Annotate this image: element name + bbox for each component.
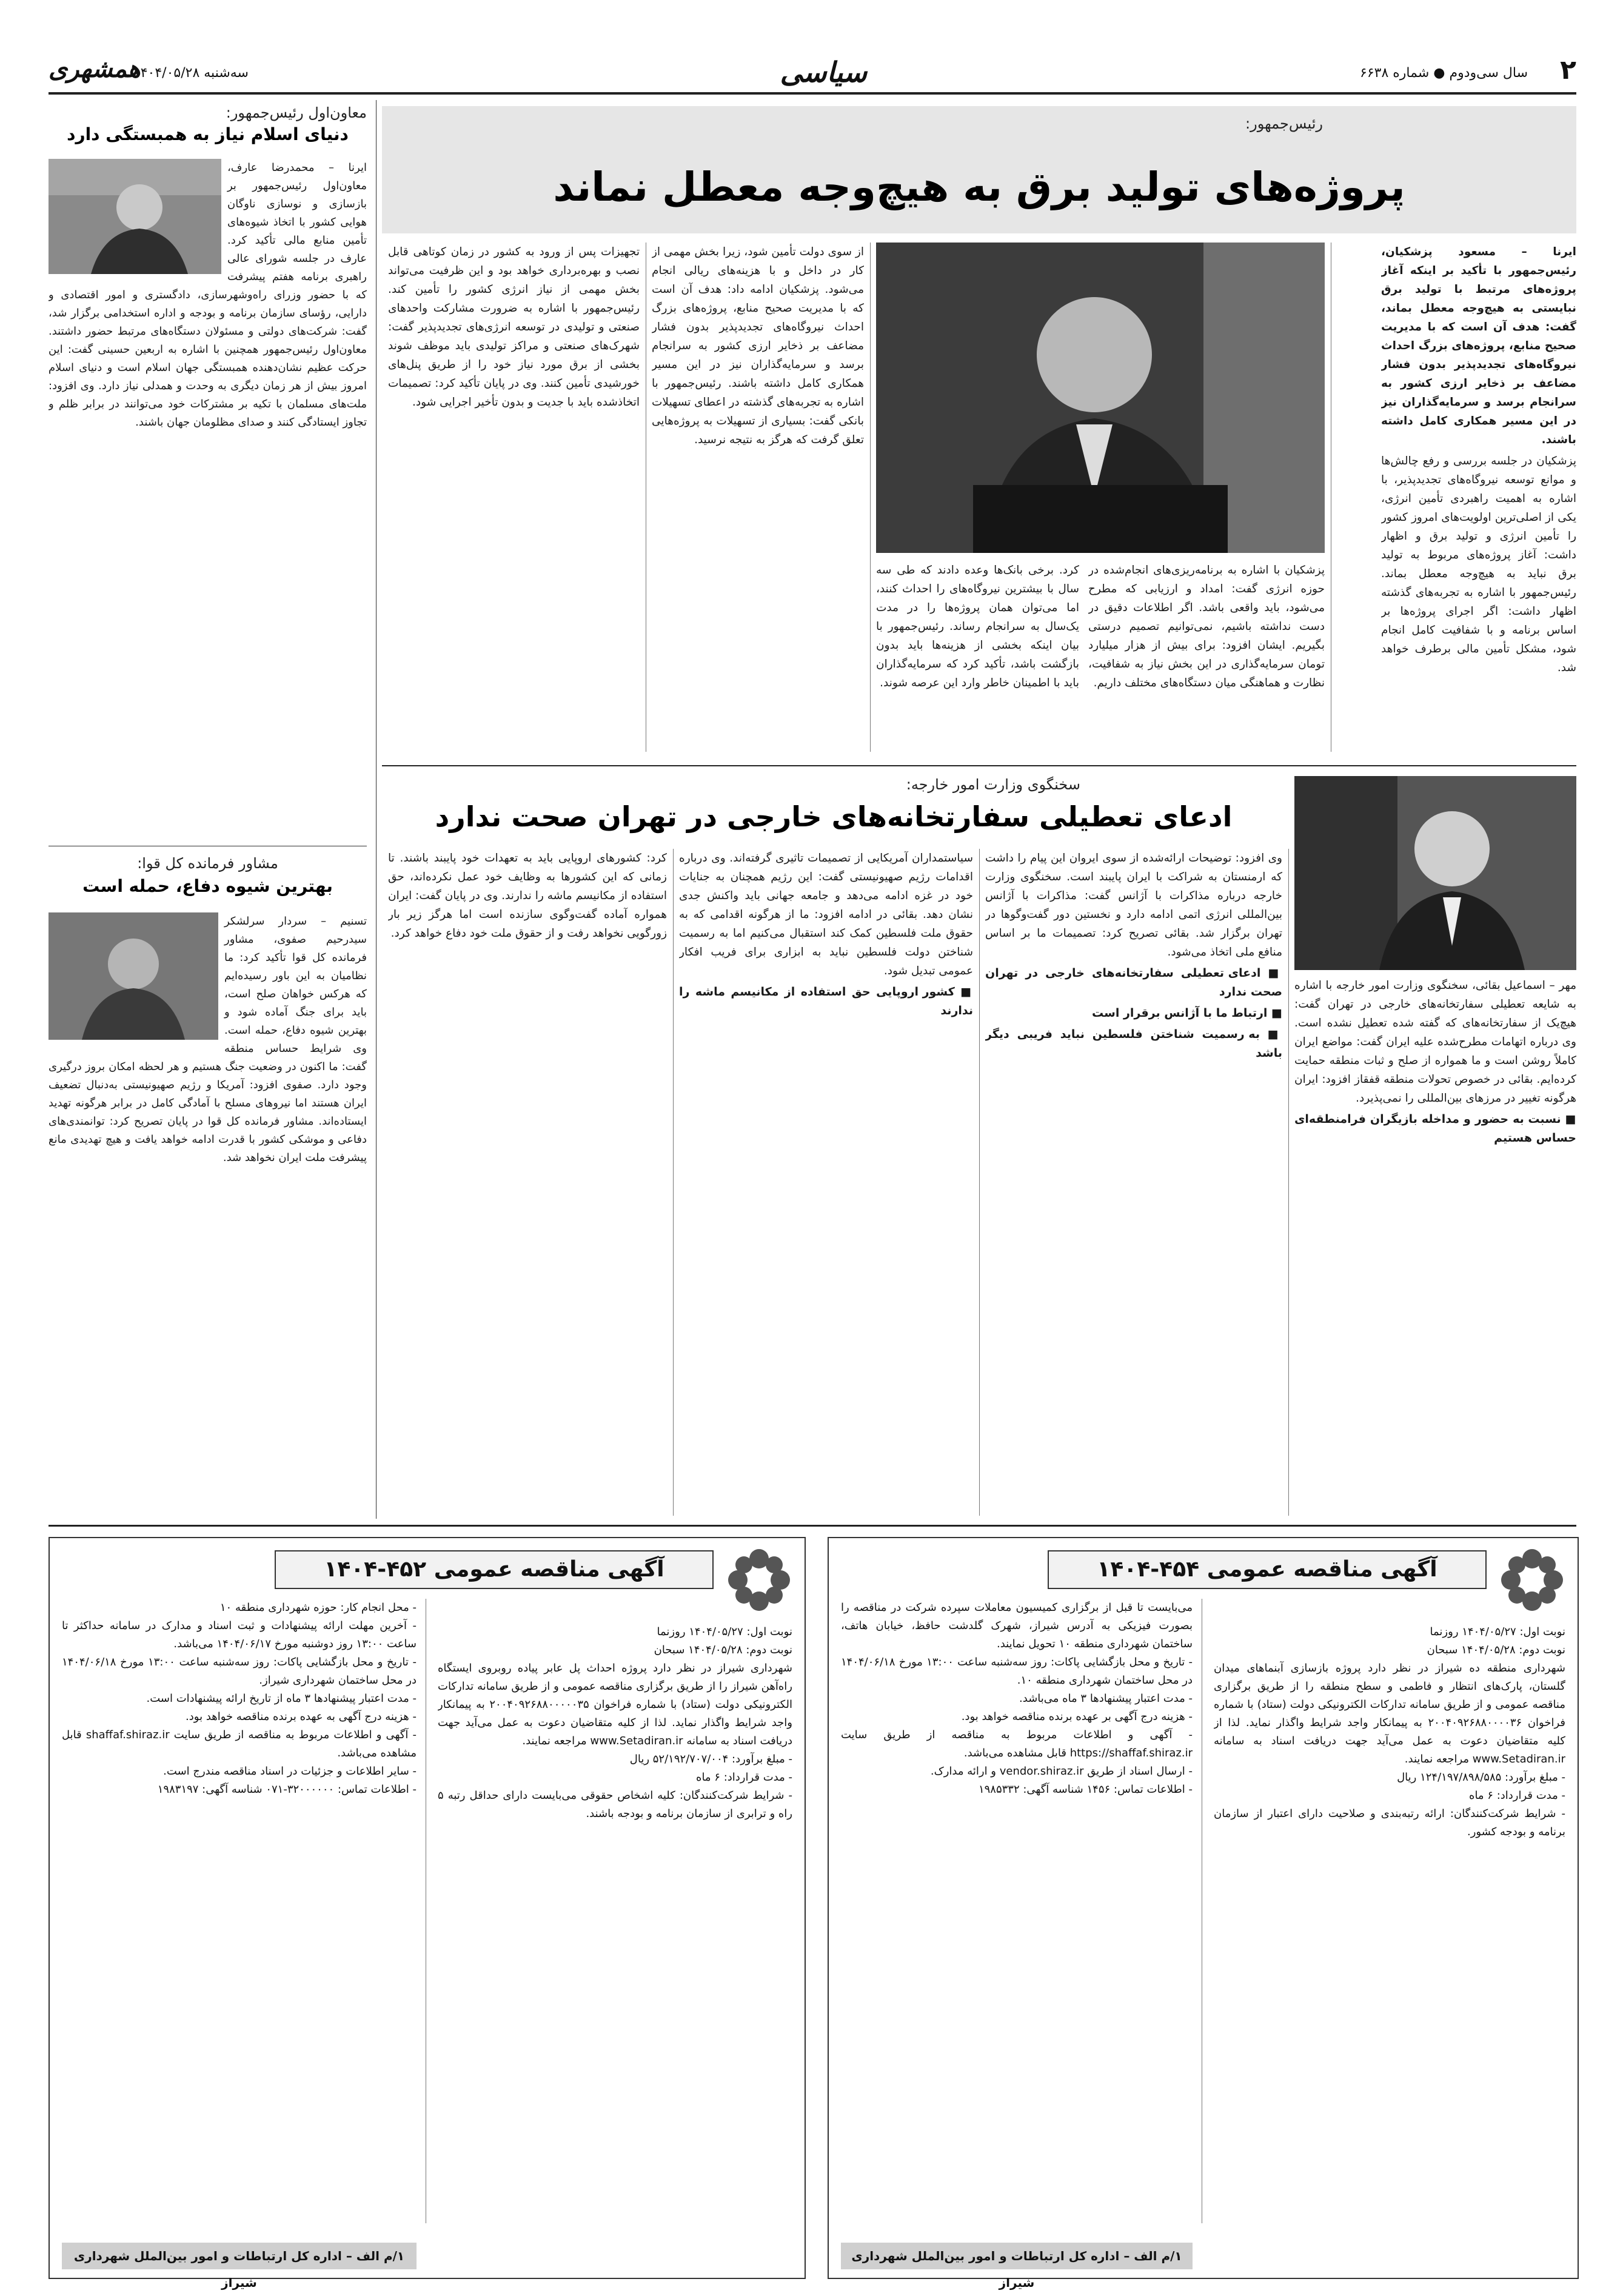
second-headline: ادعای تعطیلی سفارتخانه‌های خارجی در تهران صحت ندارد (435, 800, 1233, 833)
square-bullet-icon: ■ (1260, 966, 1282, 980)
main-col5-text: تجهیزات پس از ورود به کشور در زمان کوتاهی قابل نصب و بهره‌برداری خواهد بود و این ظرفیت می‌تواند بخش مهمی از نیاز انرژی کشور را تأمین کند. رئیس‌جمهور با اشاره به ضرورت مشارکت واحدهای صنعتی و تولیدی در توسعه انرژی‌های تجدیدپذیر گفت: شهرک‌های صنعتی و مراکز تولیدی باید موظف شوند بخشی از برق مورد نیاز خود را از طریق پنل‌های خورشیدی تأمین کنند. وی در پایان تأکید کرد: تصمیمات اتخاذشده باید با جدیت و بدون تأخیر اجرایی شود. (388, 246, 640, 409)
main-col3 (876, 561, 1079, 746)
photo-float-space (49, 159, 227, 279)
second-col3 (679, 849, 973, 1513)
issue-date: سه‌شنبه ۱۴۰۴/۰۵/۲۸ (133, 65, 249, 81)
ad-452 (49, 1537, 806, 2290)
second-col2-sub2 (985, 1004, 1282, 1023)
main-col1-text: پزشکیان در جلسه بررسی و رفع چالش‌ها و موانع توسعه نیروگاه‌های تجدیدپذیر، با اشاره به اهمیت راهبردی تأمین انرژی، یکی از اصلی‌ترین اولویت‌های امروز کشور را تأمین انرژی و تولید برق و اظهار داشت: آغاز پروژه‌های مربوط به تولید برق نباید به هیچ‌وجه معطل بماند. رئیس‌جمهور با اشاره به تجربه‌های گذشته اظهار داشت: اگر اجرای پروژه‌ها بر اساس برنامه و با شفافیت کامل انجام شود، مشکل تأمین مالی برطرف خواهد شد. (1381, 455, 1576, 674)
second-col2-text: وی افزود: توضیحات ارائه‌شده از سوی ایروان این پیام را داشت که ارمنستان به شراکت با ایران پایبند است. سخنگوی وزارت خارجه درباره مذاکرات با آژانس گفت: مذاکرات با آژانس بین‌المللی انرژی اتمی ادامه دارد و نخستین دور گفت‌وگوها در تهران برگزار شد. بقائی تصریح کرد: تصمیمات ما بر اساس منافع ملی اتخاذ می‌شود. (985, 852, 1282, 959)
ad-454-title: آگهی مناقصه عمومی ۴۵۴-۱۴۰۴ (1048, 1550, 1487, 1589)
square-bullet-icon: ■ (954, 985, 973, 999)
ad-452-title: آگهی مناقصه عمومی ۴۵۲-۱۴۰۴ (275, 1550, 714, 1589)
main-col5 (388, 243, 640, 746)
side1-kicker: معاون‌اول رئیس‌جمهور: (226, 104, 367, 121)
side2-text: تسنیم – سردار سرلشکر سیدرحیم صفوی، مشاور فرمانده کل قوا تأکید کرد: ما نظامیان به این باور رسیده‌ایم که هرکس خواهان صلح است، باید برای جنگ آماده شود و بهترین شیوه دفاع، حمله است. وی شرایط حساس منطقه گفت: ما اکنون در وضعیت جنگ هستیم و هر لحظه امکان بروز درگیری وجود دارد. صفوی افزود: آمریکا و رژیم صهیونیستی به‌دنبال تضعیف ایران هستند اما نیروهای مسلح با آمادگی کامل در برابر هرگونه تهدید ایستاده‌اند. مشاور فرمانده کل قوا در پایان تصریح کرد: توانمندی‌های دفاعی و موشکی کشور با قدرت ادامه خواهد یافت و هیچ تهدیدی مانع پیشرفت ملت ایران نخواهد شد. (49, 915, 367, 1164)
side2-headline: بهترین شیوه دفاع، حمله است (82, 876, 333, 896)
rosette-logo-icon (726, 1547, 792, 1613)
ads-rule (49, 1525, 1576, 1527)
main-col4-text: از سوی دولت تأمین شود، زیرا بخش مهمی از کار در داخل و با هزینه‌های ریالی انجام می‌شود. پزشکیان ادامه داد: هدف آن است که با مدیریت صحیح منابع، پروژه‌های بزرگ احداث نیروگاه‌های تجدیدپذیر بدون فشار مضاعف بر ذخایر ارزی کشور به سرانجام برسد و سرمایه‌گذاران نیز در این مسیر همکاری کامل داشته باشند. رئیس‌جمهور با اشاره به تجربه‌های گذشته در اعطای تسهیلات بانکی گفت: بسیاری از تسهیلات به پروژه‌هایی تعلق گرفت که هرگز به نتیجه نرسید. (652, 246, 864, 446)
side1-body (49, 159, 367, 838)
president-photo (876, 243, 1325, 553)
ad-454-col-b: می‌بایست تا قبل از برگزاری کمیسیون معاملات سپرده شرکت در مناقصه را بصورت فیزیکی به آدرس شیراز، شهرک گلدشت حافظ، خیابان هاتف، ساختمان شهرداری منطقه ۱۰ تحویل نمایند. - تاریخ و محل بازگشایی پاکات: روز سه‌شنبه ساعت ۱۳:۰۰ مورخ ۱۴۰۴/۰۶/۱۸ در محل ساختمان شهرداری منطقه ۱۰. - مدت اعتبار پیشنهادها ۳ ماه می‌باشد. - هزینه درج آگهی بر عهده برنده مناقصه خواهد بود. - آگهی و اطلاعات مربوط به مناقصه از طریق سایت https://shaffaf.shiraz.ir قابل مشاهده می‌باشد. - ارسال اسناد از طریق vendor.shiraz.ir و ارائه مدارک. - اطلاعات تماس: ۱۴۵۶ شناسه آگهی: ۱۹۸۵۳۳۲ (841, 1601, 1193, 1796)
rosette-logo-icon (1499, 1547, 1565, 1613)
side2-body (49, 912, 367, 1513)
side1-headline: دنیای اسلام نیاز به همبستگی دارد (67, 124, 349, 144)
main-headline: پروژه‌های تولید برق به هیچ‌وجه معطل نماند (553, 164, 1405, 210)
col-divider (870, 243, 871, 752)
side2-kicker: مشاور فرمانده کل قوا: (137, 855, 278, 872)
section-title: سیاسی (780, 56, 867, 89)
square-bullet-icon: ■ (1267, 1006, 1282, 1020)
side1-text: ایرنا – محمدرضا عارف، معاون‌اول رئیس‌جمهور بر بازسازی و نوسازی ناوگان هوایی کشور با اتخاذ شیوه‌های تأمین منابع مالی تأکید کرد. عارف در جلسه شورای عالی راهبری برنامه هفتم پیشرفت که با حضور وزرای راه‌وشهرسازی، دادگستری و امور اقتصادی و دارایی، رؤسای سازمان برنامه و بودجه و اداره استخدامی برگزار شد، گفت: شرکت‌های دولتی و مسئولان دستگاه‌های مرتبط حضور داشتند. معاون‌اول رئیس‌جمهور همچنین با اشاره به اربعین حسینی گفت: این حرکت عظیم نشان‌دهنده همبستگی جهان اسلام است و دنیای اسلام امروز بیش از هر زمان دیگری به وحدت و همدلی نیاز دارد. وی افزود: ملت‌های مسلمان با تکیه بر مشترکات خود می‌توانند در برابر ظلم و تجاوز ایستادگی کنند و صدای مظلومان جهان باشند. (49, 161, 367, 429)
main-col2 (1088, 561, 1325, 746)
sub-text: ارتباط ما با آژانس برقرار است (1092, 1006, 1268, 1020)
main-lead-column (1381, 243, 1576, 746)
header-rule (49, 92, 1576, 95)
baghaei-photo (1294, 776, 1576, 970)
sub-text: به رسمیت شناختن فلسطین نباید فریبی دیگر باشد (985, 1028, 1282, 1060)
square-bullet-icon: ■ (1561, 1113, 1576, 1126)
second-col2-sub3 (985, 1025, 1282, 1063)
second-kicker: سخنگوی وزارت امور خارجه: (906, 776, 1080, 793)
ad-454 (828, 1537, 1579, 2290)
photo-float-space (49, 912, 224, 1045)
ad-454-footer: ۱/م الف – اداره کل ارتباطات و امور بین‌الملل شهرداری شیراز (841, 2243, 1193, 2269)
main-col3-text: کرد. برخی بانک‌ها وعده دادند که طی سه سال با بیشترین نیروگاه‌های را احداث کنند، اما می‌توان همان پروژه‌ها را در مدت یک‌سال به سرانجام رساند. رئیس‌جمهور با بیان اینکه بخشی از هزینه‌ها باید بدون بازگشت باشد، تأکید کرد که سرمایه‌گذاران باید با اطمینان خاطر وارد این عرصه شوند. (876, 564, 1079, 689)
ad-452-footer: ۱/م الف – اداره کل ارتباطات و امور بین‌الملل شهرداری شیراز (62, 2243, 417, 2269)
sub-text: کشور اروپایی حق استفاده از مکانیسم ماشه را ندارند (679, 985, 973, 1017)
masthead-logo: همشهری (49, 55, 141, 83)
second-story-rule (382, 765, 1576, 766)
page-number: ۲ (1560, 55, 1576, 85)
page-header (49, 53, 1576, 96)
main-lead: ایرنا – مسعود پزشکیان، رئیس‌جمهور با تأکید بر اینکه آغاز پروژه‌های مرتبط با تولید برق نبایستی به هیچ‌وجه معطل بماند، گفت: هدف آن است که با مدیریت صحیح منابع، پروژه‌های بزرگ احداث نیروگاه‌های تجدیدپذیر بدون فشار مضاعف بر ذخایر ارزی کشور به سرانجام برسد و سرمایه‌گذاران نیز در این مسیر همکاری کامل داشته باشند. (1381, 246, 1576, 446)
main-col4 (652, 243, 864, 746)
main-kicker: رئیس‌جمهور: (1245, 115, 1323, 132)
sub-text: ادعای تعطیلی سفارتخانه‌های خارجی در تهران صحت ندارد (985, 966, 1282, 999)
second-col1-sub (1294, 1110, 1576, 1148)
ad-454-col-a: نوبت اول: ۱۴۰۴/۰۵/۲۷ روزنما نوبت دوم: ۱۴۰۴/۰۵/۲۸ سبحان شهرداری منطقه ده شیراز در نظر دارد پروژه بازسازی آبنماهای میدان گلستان، پارک‌های انتظار و فاطمی و سطح منطقه را از طریق برگزاری مناقصه عمومی و از طریق سامانه تدارکات الکترونیکی دولت (ستاد) با شماره فراخوان ۲۰۰۴۰۹۲۶۸۸۰۰۰۰۳۶ به پیمانکار واجد شرایط واگذار نماید. لذا از کلیه متقاضیان دعوت به عمل می‌آید جهت دریافت اسناد به سامانه www.Setadiran.ir مراجعه نمایند. - مبلغ برآورد: ۱۲۴/۱۹۷/۸۹۸/۵۸۵ ریال - مدت قرارداد: ۶ ماه - شرایط شرکت‌کنندگان: ارائه رتبه‌بندی و صلاحیت دارای اعتبار از سازمان برنامه و بودجه کشور. (1214, 1625, 1565, 1838)
col-divider (979, 849, 980, 1516)
second-col3-text: سیاستمداران آمریکایی از تصمیمات تاثیری گرفته‌اند. وی درباره اقدامات رژیم صهیونیستی گفت: این رژیم همچنان به جنایات خود در غزه ادامه می‌دهد و جامعه جهانی باید واکنش جدی نشان دهد. بقائی در ادامه افزود: ما از هرگونه اقدامی که به حقوق ملت فلسطین کمک کند استقبال می‌کنیم اما به رسمیت شناختن دولت فلسطین نباید به ابزاری برای فریب افکار عمومی تبدیل شود. (679, 852, 973, 977)
second-col2 (985, 849, 1282, 1513)
square-bullet-icon: ■ (1259, 1028, 1282, 1041)
second-col3-sub (679, 983, 973, 1020)
second-col4-text: کرد: کشورهای اروپایی باید به تعهدات خود پایبند باشند. تا زمانی که این کشورها به وظایف خود عمل نکرده‌اند، حق استفاده از مکانیسم ماشه را ندارند. وی در پایان گفت: ایران همواره آماده گفت‌وگوی سازنده است اما هرگز زیر بار زورگویی نخواهد رفت و از حقوق ملت خود دفاع خواهد کرد. (388, 852, 667, 940)
col-divider (1288, 849, 1289, 1516)
issue-info: سال سی‌ودوم ● شماره ۶۶۳۸ (1360, 65, 1528, 81)
ad-452-col-b: - محل انجام کار: حوزه شهرداری منطقه ۱۰ - آخرین مهلت ارائه پیشنهادات و ثبت اسناد و مدارک در سامانه حداکثر تا ساعت ۱۳:۰۰ روز دوشنبه مورخ ۱۴۰۴/۰۶/۱۷ می‌باشد. - تاریخ و محل بازگشایی پاکات: روز سه‌شنبه ساعت ۱۳:۰۰ مورخ ۱۴۰۴/۰۶/۱۸ در محل ساختمان شهرداری شیراز. - مدت اعتبار پیشنهادها ۳ ماه از تاریخ ارائه پیشنهادات است. - هزینه درج آگهی به عهده برنده مناقصه خواهد بود. - آگهی و اطلاعات مربوط به مناقصه از طریق سایت shaffaf.shiraz.ir قابل مشاهده می‌باشد. - سایر اطلاعات و جزئیات در اسناد مناقصه مندرج است. - اطلاعات تماس: ۳۲۰۰۰۰۰۰-۰۷۱ شناسه آگهی: ۱۹۸۳۱۹۷ (62, 1601, 417, 1796)
president-photo-art (876, 243, 1325, 553)
second-col1-sub-text: نسبت به حضور و مداخله بازیگران فرامنطقه‌ای حساس هستیم (1294, 1113, 1576, 1145)
baghaei-photo-art (1294, 776, 1576, 970)
second-col4 (388, 849, 667, 1513)
main-col2-text: پزشکیان با اشاره به برنامه‌ریزی‌های انجام‌شده در حوزه انرژی گفت: امداد و ارزیابی که مطرح می‌شود، باید واقعی باشد. اگر اطلاعات دقیق در دست نداشته باشیم، نمی‌توانیم تصمیم درستی بگیریم. ایشان افزود: برای بیش از هزار میلیارد تومان سرمایه‌گذاری در این بخش نیاز به شفافیت، نظارت و هماهنگی میان دستگاه‌های مختلف داریم. (1088, 564, 1325, 689)
ad-452-col-a: نوبت اول: ۱۴۰۴/۰۵/۲۷ روزنما نوبت دوم: ۱۴۰۴/۰۵/۲۸ سبحان شهرداری شیراز در نظر دارد پروژه احداث پل عابر پیاده روبروی ایستگاه راه‌آهن شیراز را از طریق برگزاری مناقصه عمومی و از طریق سامانه تدارکات الکترونیکی دولت (ستاد) با شماره فراخوان ۲۰۰۴۰۹۲۶۸۸۰۰۰۰۰۳۵ به پیمانکار واجد شرایط واگذار نماید. لذا از کلیه متقاضیان دعوت به عمل می‌آید جهت دریافت اسناد به سامانه www.Setadiran.ir مراجعه نمایند. - مبلغ برآورد: ۵۲/۱۹۲/۷۰۷/۰۰۴ ریال - مدت قرارداد: ۶ ماه - شرایط شرکت‌کنندگان: کلیه اشخاص حقوقی می‌بایست دارای حداقل رتبه ۵ راه و ترابری از سازمان برنامه و بودجه باشند. (438, 1625, 792, 1820)
second-col1-text: مهر – اسماعیل بقائی، سخنگوی وزارت امور خارجه با اشاره به شایعه تعطیلی سفارتخانه‌های خارجی در تهران گفت: هیچ‌یک از سفارتخانه‌های که گفته شده تعطیل نشده است. وی درباره اتهامات مطرح‌شده علیه ایران گفت: مواضع ایران کاملاً روشن است و ما همواره از صلح و ثبات منطقه حمایت کرده‌ایم. بقائی در خصوص تحولات منطقه قفقاز افزود: ایران هرگونه تغییر در مرزهای بین‌المللی را نمی‌پذیرد. (1294, 979, 1576, 1105)
second-col1 (1294, 976, 1576, 1513)
second-col2-sub1 (985, 964, 1282, 1002)
col-divider (673, 849, 674, 1516)
